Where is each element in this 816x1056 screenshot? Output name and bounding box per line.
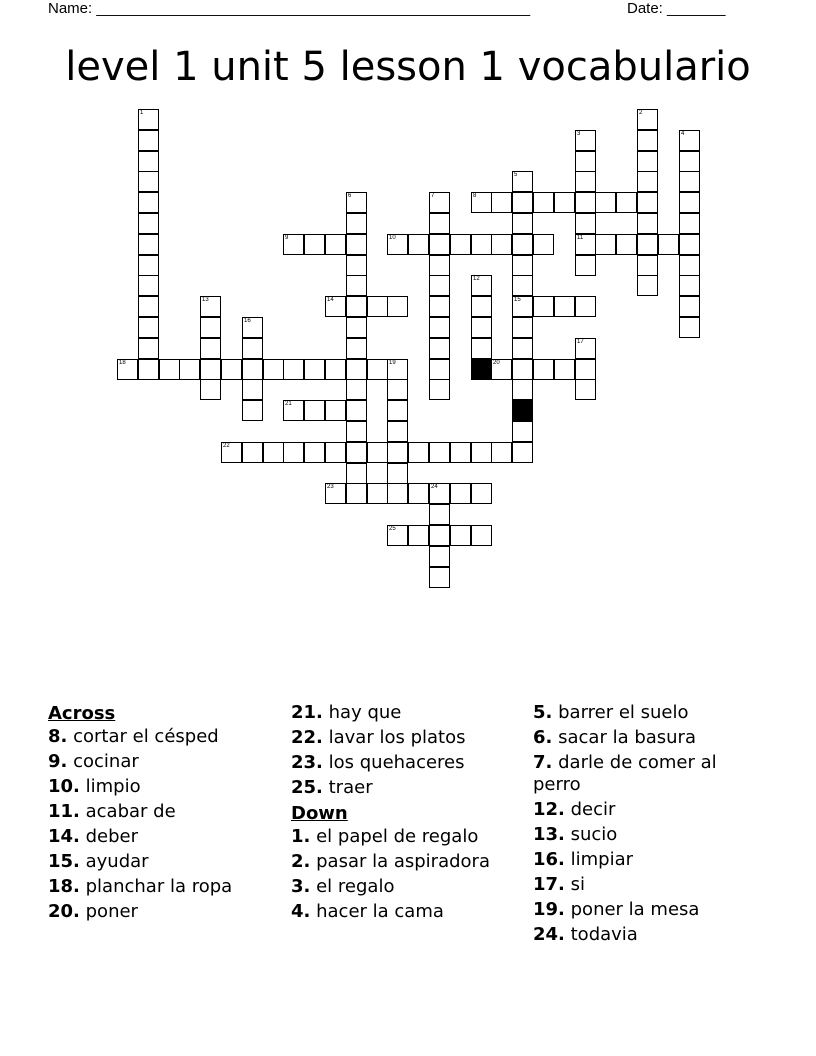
clue-text: todavia bbox=[570, 924, 638, 945]
grid-cell[interactable] bbox=[512, 359, 533, 380]
grid-cell[interactable] bbox=[200, 296, 221, 317]
grid-cell[interactable] bbox=[575, 296, 596, 317]
grid-cell[interactable] bbox=[637, 130, 658, 151]
grid-cell[interactable] bbox=[575, 338, 596, 359]
cell-number: 10 bbox=[389, 235, 396, 241]
grid-cell[interactable] bbox=[387, 400, 408, 421]
clue-text: sacar la basura bbox=[558, 727, 696, 748]
grid-cell[interactable] bbox=[637, 192, 658, 213]
clue-item bbox=[291, 702, 523, 724]
grid-cell[interactable] bbox=[283, 400, 304, 421]
grid-cell[interactable] bbox=[471, 192, 492, 213]
cell-number: 20 bbox=[493, 360, 500, 366]
clue-text: el regalo bbox=[316, 876, 395, 897]
grid-cell[interactable] bbox=[595, 192, 616, 213]
grid-cell[interactable] bbox=[595, 234, 616, 255]
grid-cell[interactable] bbox=[679, 275, 700, 296]
clue-text: deber bbox=[85, 826, 139, 847]
grid-cell[interactable] bbox=[450, 525, 471, 546]
clue-item bbox=[291, 901, 523, 923]
grid-cell[interactable] bbox=[429, 504, 450, 525]
grid-cell[interactable] bbox=[179, 359, 200, 380]
grid-cell[interactable] bbox=[138, 151, 159, 172]
grid-cell[interactable] bbox=[387, 379, 408, 400]
cell-number: 12 bbox=[473, 276, 480, 282]
cell-number: 6 bbox=[348, 193, 352, 199]
grid-cell[interactable] bbox=[533, 296, 554, 317]
grid-cell[interactable] bbox=[429, 567, 450, 588]
grid-cell[interactable] bbox=[325, 234, 346, 255]
grid-cell[interactable] bbox=[367, 442, 388, 463]
grid-cell[interactable] bbox=[242, 442, 263, 463]
cell-number: 19 bbox=[389, 360, 396, 366]
cell-number: 18 bbox=[119, 360, 126, 366]
clue-number: 13. bbox=[533, 824, 565, 845]
grid-cell[interactable] bbox=[429, 338, 450, 359]
grid-cell[interactable] bbox=[387, 463, 408, 484]
clue-number: 11. bbox=[48, 801, 80, 822]
clue-text: darle de comer al perro bbox=[533, 752, 717, 795]
grid-cell[interactable] bbox=[575, 192, 596, 213]
clue-item bbox=[48, 851, 280, 873]
clue-text: planchar la ropa bbox=[85, 876, 233, 897]
cell-number: 21 bbox=[285, 401, 292, 407]
grid-cell[interactable] bbox=[512, 296, 533, 317]
page-title: level 1 unit 5 lesson 1 vocabulario bbox=[65, 44, 751, 90]
grid-cell[interactable] bbox=[512, 317, 533, 338]
grid-cell[interactable] bbox=[346, 379, 367, 400]
clue-column-1 bbox=[48, 702, 280, 926]
grid-cell[interactable] bbox=[304, 442, 325, 463]
grid-cell[interactable] bbox=[200, 338, 221, 359]
grid-cell[interactable] bbox=[429, 317, 450, 338]
grid-cell[interactable] bbox=[450, 442, 471, 463]
clue-number: 1. bbox=[291, 826, 311, 847]
cell-number: 13 bbox=[202, 297, 209, 303]
grid-cell[interactable] bbox=[138, 275, 159, 296]
grid-cell[interactable] bbox=[491, 359, 512, 380]
grid-cell[interactable] bbox=[679, 317, 700, 338]
grid-cell[interactable] bbox=[512, 192, 533, 213]
grid-cell[interactable] bbox=[533, 192, 554, 213]
grid-cell[interactable] bbox=[471, 296, 492, 317]
clue-item bbox=[291, 851, 523, 873]
grid-cell[interactable] bbox=[346, 317, 367, 338]
grid-cell[interactable] bbox=[512, 338, 533, 359]
grid-cell[interactable] bbox=[512, 234, 533, 255]
clue-text: limpiar bbox=[570, 849, 634, 870]
grid-cell[interactable] bbox=[387, 359, 408, 380]
cell-number: 23 bbox=[327, 484, 334, 490]
grid-cell[interactable] bbox=[138, 109, 159, 130]
cell-number: 4 bbox=[681, 131, 685, 137]
clue-item bbox=[48, 751, 280, 773]
clue-number: 19. bbox=[533, 899, 565, 920]
grid-cell[interactable] bbox=[304, 400, 325, 421]
grid-cell[interactable] bbox=[283, 359, 304, 380]
clue-text: pasar la aspiradora bbox=[316, 851, 490, 872]
grid-cell[interactable] bbox=[491, 234, 512, 255]
clue-number: 7. bbox=[533, 752, 553, 773]
grid-cell[interactable] bbox=[283, 234, 304, 255]
grid-cell[interactable] bbox=[512, 213, 533, 234]
clue-number: 18. bbox=[48, 876, 80, 897]
grid-cell[interactable] bbox=[679, 234, 700, 255]
clue-text: limpio bbox=[85, 776, 141, 797]
clue-item bbox=[533, 874, 765, 896]
grid-cell[interactable] bbox=[138, 296, 159, 317]
grid-cell[interactable] bbox=[367, 359, 388, 380]
grid-cell[interactable] bbox=[429, 546, 450, 567]
grid-cell[interactable] bbox=[637, 109, 658, 130]
clue-text: poner la mesa bbox=[570, 899, 700, 920]
grid-cell[interactable] bbox=[408, 442, 429, 463]
clue-number: 9. bbox=[48, 751, 68, 772]
clue-column-2 bbox=[291, 702, 523, 926]
grid-cell[interactable] bbox=[408, 525, 429, 546]
grid-cell[interactable] bbox=[554, 296, 575, 317]
grid-cell[interactable] bbox=[242, 400, 263, 421]
clue-number: 25. bbox=[291, 777, 323, 798]
clue-text: cocinar bbox=[73, 751, 139, 772]
grid-cell[interactable] bbox=[429, 192, 450, 213]
grid-cell[interactable] bbox=[387, 234, 408, 255]
grid-cell[interactable] bbox=[221, 359, 242, 380]
clue-section-heading: Down bbox=[291, 803, 348, 824]
grid-cell[interactable] bbox=[387, 483, 408, 504]
grid-cell[interactable] bbox=[159, 359, 180, 380]
cell-number: 24 bbox=[431, 484, 438, 490]
clue-text: cortar el césped bbox=[73, 726, 219, 747]
clue-number: 20. bbox=[48, 901, 80, 922]
grid-cell[interactable] bbox=[117, 359, 138, 380]
clue-number: 15. bbox=[48, 851, 80, 872]
clue-item bbox=[291, 752, 523, 774]
grid-cell[interactable] bbox=[304, 234, 325, 255]
grid-cell[interactable] bbox=[346, 255, 367, 276]
grid-cell[interactable] bbox=[575, 234, 596, 255]
grid-cell[interactable] bbox=[679, 192, 700, 213]
grid-cell[interactable] bbox=[637, 234, 658, 255]
clue-number: 16. bbox=[533, 849, 565, 870]
grid-cell[interactable] bbox=[325, 400, 346, 421]
grid-cell[interactable] bbox=[200, 317, 221, 338]
cell-number: 5 bbox=[514, 172, 518, 178]
clue-text: hacer la cama bbox=[316, 901, 444, 922]
cell-number: 1 bbox=[140, 110, 144, 116]
grid-cell[interactable] bbox=[387, 525, 408, 546]
grid-cell[interactable] bbox=[637, 255, 658, 276]
cell-number: 9 bbox=[285, 235, 289, 241]
cell-number: 25 bbox=[389, 526, 396, 532]
cell-number: 3 bbox=[577, 131, 581, 137]
grid-cell[interactable] bbox=[575, 213, 596, 234]
grid-cell[interactable] bbox=[637, 171, 658, 192]
grid-cell[interactable] bbox=[138, 171, 159, 192]
grid-cell[interactable] bbox=[408, 234, 429, 255]
clue-item bbox=[48, 776, 280, 798]
grid-cell[interactable] bbox=[429, 234, 450, 255]
clue-column-3 bbox=[533, 702, 765, 949]
clue-text: acabar de bbox=[85, 801, 176, 822]
clue-item bbox=[48, 901, 280, 923]
grid-cell[interactable] bbox=[491, 192, 512, 213]
clue-number: 21. bbox=[291, 702, 323, 723]
clue-item bbox=[533, 727, 765, 749]
grid-cell[interactable] bbox=[429, 275, 450, 296]
grid-cell[interactable] bbox=[242, 338, 263, 359]
clue-number: 8. bbox=[48, 726, 68, 747]
grid-cell[interactable] bbox=[679, 151, 700, 172]
cell-number: 7 bbox=[431, 193, 435, 199]
clue-number: 12. bbox=[533, 799, 565, 820]
grid-cell[interactable] bbox=[471, 483, 492, 504]
clue-item bbox=[291, 777, 523, 799]
clue-number: 17. bbox=[533, 874, 565, 895]
grid-cell[interactable] bbox=[575, 255, 596, 276]
grid-cell[interactable] bbox=[616, 192, 637, 213]
grid-cell[interactable] bbox=[200, 379, 221, 400]
cell-number: 2 bbox=[639, 110, 643, 116]
grid-cell[interactable] bbox=[221, 442, 242, 463]
grid-cell[interactable] bbox=[512, 379, 533, 400]
grid-cell[interactable] bbox=[429, 379, 450, 400]
clue-number: 14. bbox=[48, 826, 80, 847]
grid-cell[interactable] bbox=[429, 442, 450, 463]
grid-cell[interactable] bbox=[346, 213, 367, 234]
cell-number: 14 bbox=[327, 297, 334, 303]
grid-cell[interactable] bbox=[346, 338, 367, 359]
grid-cell[interactable] bbox=[575, 359, 596, 380]
grid-cell[interactable] bbox=[471, 525, 492, 546]
clue-number: 24. bbox=[533, 924, 565, 945]
clue-item bbox=[291, 727, 523, 749]
clue-number: 10. bbox=[48, 776, 80, 797]
cell-number: 15 bbox=[514, 297, 521, 303]
grid-cell[interactable] bbox=[429, 525, 450, 546]
cell-number: 16 bbox=[244, 318, 251, 324]
grid-cell[interactable] bbox=[263, 359, 284, 380]
grid-cell[interactable] bbox=[346, 463, 367, 484]
clue-item bbox=[48, 801, 280, 823]
clue-text: traer bbox=[328, 777, 373, 798]
grid-cell[interactable] bbox=[346, 421, 367, 442]
grid-cell[interactable] bbox=[637, 151, 658, 172]
cell-number: 17 bbox=[577, 339, 584, 345]
clue-text: sucio bbox=[570, 824, 618, 845]
grid-cell[interactable] bbox=[387, 442, 408, 463]
grid-cell[interactable] bbox=[491, 442, 512, 463]
cell-number: 8 bbox=[473, 193, 477, 199]
grid-cell[interactable] bbox=[138, 359, 159, 380]
grid-cell[interactable] bbox=[325, 483, 346, 504]
clue-number: 6. bbox=[533, 727, 553, 748]
grid-cell[interactable] bbox=[471, 338, 492, 359]
clue-item bbox=[533, 899, 765, 921]
clue-item bbox=[48, 826, 280, 848]
grid-cell[interactable] bbox=[346, 296, 367, 317]
grid-cell[interactable] bbox=[637, 275, 658, 296]
grid-cell[interactable] bbox=[304, 359, 325, 380]
date-field: Date: _______ bbox=[627, 0, 726, 17]
clue-number: 4. bbox=[291, 901, 311, 922]
clue-number: 3. bbox=[291, 876, 311, 897]
grid-cell[interactable] bbox=[138, 255, 159, 276]
grid-cell[interactable] bbox=[325, 442, 346, 463]
grid-cell[interactable] bbox=[679, 130, 700, 151]
grid-cell[interactable] bbox=[575, 151, 596, 172]
clue-text: lavar los platos bbox=[328, 727, 466, 748]
grid-cell[interactable] bbox=[138, 317, 159, 338]
grid-cell[interactable] bbox=[138, 213, 159, 234]
grid-cell[interactable] bbox=[679, 255, 700, 276]
grid-cell[interactable] bbox=[387, 296, 408, 317]
grid-cell[interactable] bbox=[616, 234, 637, 255]
grid-cell[interactable] bbox=[471, 317, 492, 338]
grid-cell[interactable] bbox=[138, 192, 159, 213]
grid-cell[interactable] bbox=[346, 483, 367, 504]
grid-cell[interactable] bbox=[387, 421, 408, 442]
grid-cell[interactable] bbox=[346, 275, 367, 296]
cell-number: 11 bbox=[577, 235, 584, 241]
grid-cell[interactable] bbox=[512, 275, 533, 296]
clue-item bbox=[291, 826, 523, 848]
grid-cell[interactable] bbox=[575, 171, 596, 192]
clue-item bbox=[48, 876, 280, 898]
grid-cell[interactable] bbox=[346, 192, 367, 213]
grid-cell[interactable] bbox=[429, 483, 450, 504]
clue-text: ayudar bbox=[85, 851, 149, 872]
grid-cell[interactable] bbox=[512, 171, 533, 192]
grid-cell[interactable] bbox=[679, 171, 700, 192]
clue-section-heading: Across bbox=[48, 703, 116, 724]
grid-cell[interactable] bbox=[367, 483, 388, 504]
grid-cell[interactable] bbox=[471, 442, 492, 463]
clue-number: 22. bbox=[291, 727, 323, 748]
grid-cell[interactable] bbox=[263, 442, 284, 463]
grid-cell[interactable] bbox=[471, 275, 492, 296]
clue-text: los quehaceres bbox=[328, 752, 465, 773]
grid-cell[interactable] bbox=[512, 421, 533, 442]
clue-number: 23. bbox=[291, 752, 323, 773]
grid-cell[interactable] bbox=[242, 379, 263, 400]
grid-cell[interactable] bbox=[367, 296, 388, 317]
black-cell bbox=[512, 400, 533, 421]
grid-cell[interactable] bbox=[575, 379, 596, 400]
grid-cell[interactable] bbox=[658, 234, 679, 255]
clue-text: decir bbox=[570, 799, 616, 820]
grid-cell[interactable] bbox=[200, 359, 221, 380]
grid-cell[interactable] bbox=[554, 359, 575, 380]
grid-cell[interactable] bbox=[242, 359, 263, 380]
grid-cell[interactable] bbox=[283, 442, 304, 463]
name-field: Name: ____________________________________________________ bbox=[48, 0, 531, 17]
grid-cell[interactable] bbox=[554, 192, 575, 213]
grid-cell[interactable] bbox=[242, 317, 263, 338]
grid-cell[interactable] bbox=[450, 483, 471, 504]
clue-item bbox=[533, 752, 765, 796]
clue-text: el papel de regalo bbox=[316, 826, 479, 847]
grid-cell[interactable] bbox=[679, 213, 700, 234]
grid-cell[interactable] bbox=[450, 234, 471, 255]
grid-cell[interactable] bbox=[325, 296, 346, 317]
grid-cell[interactable] bbox=[346, 234, 367, 255]
grid-cell[interactable] bbox=[679, 296, 700, 317]
grid-cell[interactable] bbox=[471, 234, 492, 255]
clue-item bbox=[533, 849, 765, 871]
clue-text: poner bbox=[85, 901, 138, 922]
black-cell bbox=[471, 359, 492, 380]
grid-cell[interactable] bbox=[575, 130, 596, 151]
clue-text: barrer el suelo bbox=[558, 702, 689, 723]
clue-item bbox=[533, 924, 765, 946]
grid-cell[interactable] bbox=[138, 130, 159, 151]
cell-number: 22 bbox=[223, 443, 230, 449]
clue-item bbox=[533, 702, 765, 724]
grid-cell[interactable] bbox=[533, 359, 554, 380]
clue-number: 5. bbox=[533, 702, 553, 723]
grid-cell[interactable] bbox=[637, 213, 658, 234]
clue-item bbox=[48, 726, 280, 748]
grid-cell[interactable] bbox=[138, 234, 159, 255]
grid-cell[interactable] bbox=[429, 296, 450, 317]
clue-text: hay que bbox=[328, 702, 402, 723]
clue-text: si bbox=[570, 874, 586, 895]
clue-item bbox=[533, 799, 765, 821]
grid-cell[interactable] bbox=[429, 255, 450, 276]
grid-cell[interactable] bbox=[325, 359, 346, 380]
grid-cell[interactable] bbox=[429, 213, 450, 234]
clue-item bbox=[533, 824, 765, 846]
grid-cell[interactable] bbox=[346, 359, 367, 380]
grid-cell[interactable] bbox=[533, 234, 554, 255]
grid-cell[interactable] bbox=[408, 483, 429, 504]
grid-cell[interactable] bbox=[346, 442, 367, 463]
grid-cell[interactable] bbox=[512, 255, 533, 276]
grid-cell[interactable] bbox=[512, 442, 533, 463]
grid-cell[interactable] bbox=[429, 359, 450, 380]
clue-number: 2. bbox=[291, 851, 311, 872]
grid-cell[interactable] bbox=[138, 338, 159, 359]
grid-cell[interactable] bbox=[346, 400, 367, 421]
clue-item bbox=[291, 876, 523, 898]
